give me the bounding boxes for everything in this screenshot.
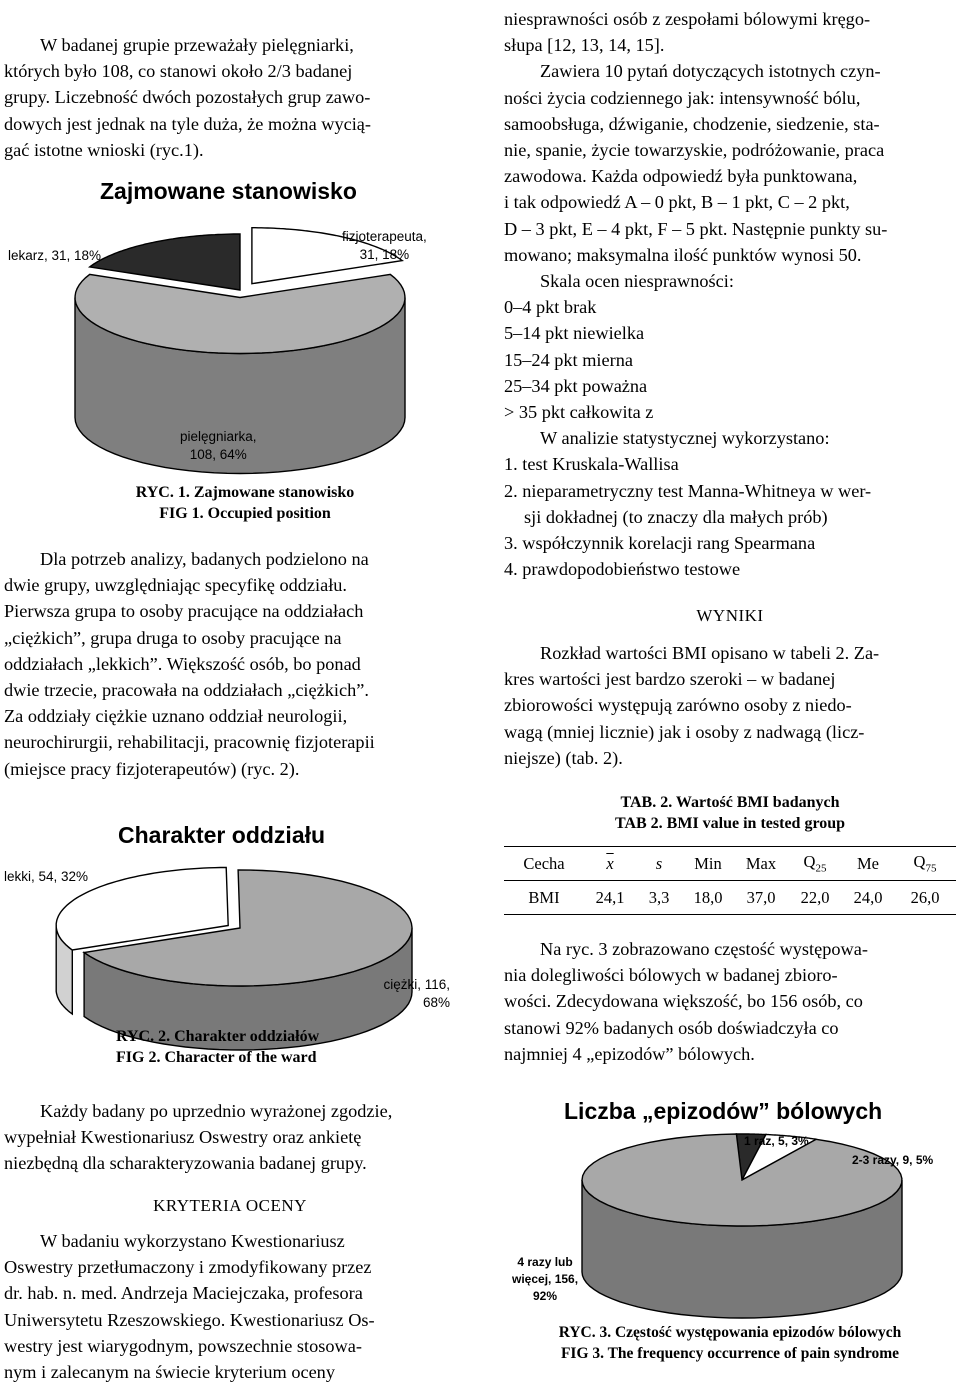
text-line: „ciężkich”, grupa druga to osoby pracujące na — [4, 627, 342, 648]
consent-paragraph — [4, 1098, 456, 1177]
fig2-label-ciezki-line1: ciężki, 116, — [383, 977, 450, 992]
text-line: nia dolegliwości bólowych w badanej zbioro- — [504, 965, 838, 986]
fig3-label-cztery-line3: 92% — [533, 1289, 558, 1303]
table-header-cell — [788, 847, 842, 881]
oswestry-paragraph — [504, 6, 956, 582]
text-line: dwie grupy, uwzględniając specyfikę oddziału. — [4, 575, 347, 596]
fig3-label-razy23: 2-3 razy, 9, 5% — [852, 1153, 934, 1167]
kryteria-heading: KRYTERIA OCENY — [153, 1196, 307, 1215]
text-line: najmniej 4 „epizodów” bólowych. — [504, 1043, 755, 1064]
text-line: Pierwsza grupa to osoby pracujące na oddziałach — [4, 601, 364, 622]
fig3-caption — [504, 1322, 956, 1364]
episodes-paragraph — [504, 936, 956, 1067]
fig1-label-fizjo-line1: fizjoterapeuta, — [342, 229, 427, 244]
text-line: ności życia codziennego jak: intensywność bólu, — [504, 87, 861, 108]
table-header-cell: Min — [682, 847, 734, 881]
q75-base: Q — [913, 852, 926, 872]
fig3-label-raz: 1 raz, 5, 3% — [744, 1134, 809, 1148]
text-line: Dla potrzeb analizy, badanych podzielono na — [40, 549, 369, 569]
q25-base: Q — [803, 852, 816, 872]
text-line: mowano; maksymalna ilość punktów wynosi 50. — [504, 244, 862, 265]
text-line: kres wartości jest bardzo szeroki – w badanej — [504, 669, 836, 690]
fig3-label-cztery-line2: więcej, 156, — [512, 1272, 579, 1286]
text-line: (miejsce pracy fizjoterapeutów) (ryc. 2). — [4, 758, 300, 779]
fig1-title: Zajmowane stanowisko — [100, 178, 357, 204]
q75-sub: 75 — [925, 862, 937, 875]
text-line: słupa [12, 13, 14, 15]. — [504, 35, 665, 56]
fig2-caption-pl: RYC. 2. Charakter oddziałów — [116, 1028, 320, 1045]
fig3-caption-pl: RYC. 3. Częstość występowania epizodów bólowych — [558, 1324, 902, 1341]
text-line: dr. hab. n. med. Andrzeja Maciejczaka, profesora — [4, 1283, 363, 1304]
fig1-label-fizjoterapeuta — [342, 228, 427, 264]
table-cell: 18,0 — [682, 881, 734, 915]
text-line: niezbędną dla scharakteryzowania badanej grupy. — [4, 1153, 367, 1174]
text-line: Każdy badany po uprzednio wyrażonej zgodzie, — [40, 1101, 393, 1121]
wyniki-heading: WYNIKI — [696, 606, 764, 625]
fig1-label-pielegniarka — [180, 428, 257, 464]
stat-item: 2. nieparametryczny test Manna-Whitneya w wer- — [504, 480, 872, 501]
kryteria-paragraph — [4, 1228, 456, 1385]
table-row — [504, 881, 956, 915]
skala-item: 25–34 pkt poważna — [504, 375, 648, 396]
text-line: Zawiera 10 pytań dotyczących istotnych czyn- — [540, 61, 881, 82]
table-header-cell: s — [636, 847, 682, 881]
text-line: D – 3 pkt, E – 4 pkt, F – 5 pkt. Następnie punkty su- — [504, 218, 888, 239]
table-cell: 24,1 — [584, 881, 636, 915]
text-line: niesprawności osób z zespołami bólowymi kręgo- — [504, 9, 871, 29]
fig2-label-ciezki — [350, 976, 450, 1012]
q25-sub: 25 — [815, 862, 827, 875]
fig1-caption — [80, 482, 410, 524]
text-line: i tak odpowiedź A – 0 pkt, B – 1 pkt, C – 2 pkt, — [504, 192, 850, 213]
table-cell: 26,0 — [894, 881, 956, 915]
stat-item: sji dokładnej (to znaczy dla małych prób) — [524, 506, 828, 527]
text-line: wości. Zdecydowana większość, bo 156 osób, co — [504, 991, 863, 1012]
text-line: westry jest wiarygodnym, powszechnie stosowa- — [4, 1335, 362, 1356]
fig1-label-fizjo-line2: 31, 18% — [359, 247, 410, 262]
table-header-cell: Cecha — [504, 847, 584, 881]
fig2-label-ciezki-line2: 68% — [422, 995, 450, 1010]
skala-item: 15–24 pkt mierna — [504, 349, 633, 370]
table-caption — [504, 792, 956, 834]
wyniki-paragraph — [504, 640, 956, 771]
text-line: wagą (mniej licznie) jak i osoby z nadwagą (licz- — [504, 721, 865, 742]
table-header-cell — [894, 847, 956, 881]
fig3-label-cztery-line1: 4 razy lub — [517, 1255, 573, 1269]
fig1-label-lekarz: lekarz, 31, 18% — [8, 248, 102, 263]
table-cell: 37,0 — [734, 881, 788, 915]
fig1-caption-en: FIG 1. Occupied position — [159, 505, 331, 522]
stat-heading: W analizie statystycznej wykorzystano: — [540, 428, 830, 449]
fig2-label-lekki: lekki, 54, 32% — [4, 869, 89, 884]
text-line: niejsze) (tab. 2). — [504, 747, 623, 768]
text-line: Oswestry przetłumaczony i zmodyfikowany przez — [4, 1257, 372, 1278]
groups-paragraph — [4, 546, 456, 782]
text-line: W badaniu wykorzystano Kwestionariusz — [40, 1231, 345, 1251]
text-line: Uniwersytetu Rzeszowskiego. Kwestionariusz Os- — [4, 1309, 375, 1330]
table-cell: 3,3 — [636, 881, 682, 915]
text-line: gać istotne wnioski (ryc.1). — [4, 139, 204, 160]
text-line: zawodowa. Każda odpowiedź była punktowana, — [504, 166, 858, 187]
text-line: nie, spanie, życie towarzyskie, podróżowanie, praca — [504, 140, 885, 161]
fig1-caption-pl: RYC. 1. Zajmowane stanowisko — [135, 484, 355, 501]
skala-heading: Skala ocen niesprawności: — [540, 271, 734, 292]
text-line: Na ryc. 3 zobrazowano częstość występowa- — [540, 939, 868, 959]
fig1-label-piel-line1: pielęgniarka, — [180, 429, 257, 444]
text-line: samoobsługa, dźwiganie, chodzenie, siedzenie, sta- — [504, 113, 880, 134]
table-header-cell: Me — [842, 847, 894, 881]
text-line: Za oddziały ciężkie uznano oddział neurologii, — [4, 706, 348, 727]
table-caption-en: TAB 2. BMI value in tested group — [614, 815, 846, 832]
text-line: grupy. Liczebność dwóch pozostałych grup zawo- — [4, 87, 371, 108]
table-header-cell: $\overline{x}$ — [584, 847, 636, 881]
text-line: zbiorowości występują zarówno osoby z niedo- — [504, 695, 852, 716]
skala-item: 0–4 pkt brak — [504, 297, 597, 318]
text-line: dwie trzecie, pracowała na oddziałach „ciężkich”. — [4, 680, 369, 701]
text-line: dowych jest jednak na tyle duża, że można wycią- — [4, 113, 371, 134]
table-header-cell: Max — [734, 847, 788, 881]
text-line: neurochirurgii, rehabilitacji, pracownię fizjoterapii — [4, 732, 375, 753]
bmi-table — [504, 846, 956, 915]
text-line: oddziałach „lekkich”. Większość osób, bo ponad — [4, 653, 361, 674]
fig2-caption — [90, 1026, 390, 1068]
text-line: nym i zalecanym na świecie kryterium oceny — [4, 1362, 335, 1383]
table-header-row — [504, 847, 956, 881]
text-line: Rozkład wartości BMI opisano w tabeli 2. Za- — [540, 643, 880, 663]
stat-item: 3. współczynnik korelacji rang Spearmana — [504, 533, 816, 554]
table-cell: 22,0 — [788, 881, 842, 915]
table-cell: 24,0 — [842, 881, 894, 915]
text-line: wypełniał Kwestionariusz Oswestry oraz ankietę — [4, 1127, 362, 1148]
stat-item: 4. prawdopodobieństwo testowe — [504, 559, 741, 580]
stat-item: 1. test Kruskala-Wallisa — [504, 454, 679, 475]
fig3-label-cztery — [512, 1254, 578, 1305]
text-line: których było 108, co stanowi około 2/3 badanej — [4, 61, 353, 82]
text-line: stanowi 92% badanych osób doświadczyła co — [504, 1017, 839, 1038]
table-cell: BMI — [504, 881, 584, 915]
fig3-title: Liczba „epizodów” bólowych — [564, 1098, 883, 1124]
table-caption-pl: TAB. 2. Wartość BMI badanych — [620, 794, 840, 811]
fig2-caption-en: FIG 2. Character of the ward — [116, 1049, 317, 1066]
intro-paragraph — [4, 32, 456, 163]
text-line: W badanej grupie przeważały pielęgniarki, — [40, 35, 354, 55]
fig1-label-piel-line2: 108, 64% — [189, 447, 247, 462]
skala-item: > 35 pkt całkowita z — [504, 402, 654, 423]
fig2-title: Charakter oddziału — [118, 822, 326, 848]
skala-item: 5–14 pkt niewielka — [504, 323, 645, 344]
fig3-caption-en: FIG 3. The frequency occurrence of pain syndrome — [560, 1345, 900, 1362]
